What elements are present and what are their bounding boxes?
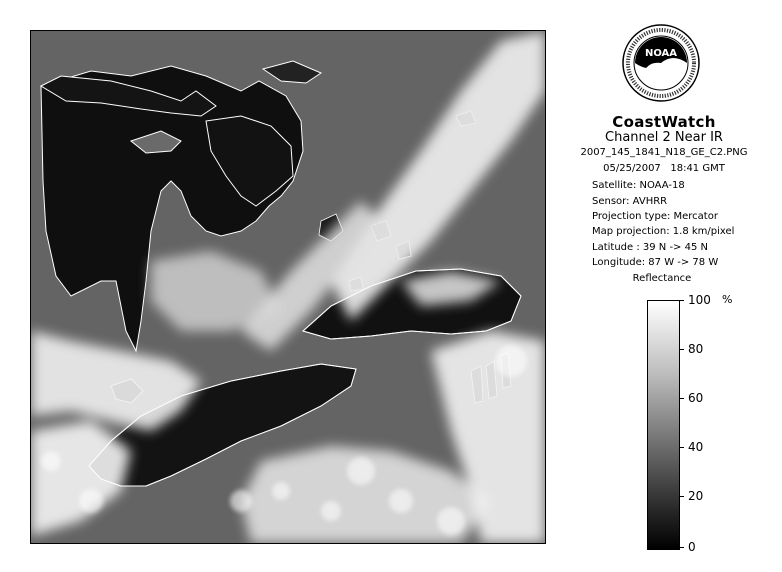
colorbar-tick [679, 349, 684, 350]
colorbar-tick-label: 0 [688, 540, 696, 554]
longitude-label: Longitude: 87 W -> 78 W [592, 257, 719, 268]
colorbar-tick-label: 40 [688, 440, 704, 454]
colorbar-tick-label: 20 [688, 489, 704, 503]
colorbar-tick [679, 547, 684, 548]
channel-label: Channel 2 Near IR [605, 130, 723, 145]
reflectance-colorbar [647, 300, 680, 550]
satellite-image [30, 30, 546, 544]
product-title: CoastWatch [612, 113, 716, 131]
map-svg [31, 31, 545, 543]
colorbar-title: Reflectance [632, 273, 692, 284]
map-projection-label: Map projection: 1.8 km/pixel [592, 226, 735, 237]
projection-type-label: Projection type: Mercator [592, 211, 718, 222]
colorbar-unit: % [722, 293, 733, 306]
noaa-logo [621, 23, 701, 103]
datetime [566, 163, 762, 174]
colorbar-tick [679, 300, 684, 301]
colorbar-tick-label: 60 [688, 391, 704, 405]
colorbar-tick-label: 80 [688, 342, 704, 356]
sensor-label: Sensor: AVHRR [592, 196, 668, 207]
colorbar-tick-label: 100 [688, 293, 711, 307]
colorbar-tick [679, 398, 684, 399]
time: 18:41 GMT [670, 163, 725, 174]
colorbar-tick [679, 496, 684, 497]
colorbar-tick [679, 447, 684, 448]
date: 05/25/2007 [603, 163, 661, 174]
filename: 2007_145_1841_N18_GE_C2.PNG [580, 147, 748, 158]
latitude-label: Latitude : 39 N -> 45 N [592, 242, 708, 253]
logo-text: NOAA [644, 48, 678, 59]
noaa-seal-icon [621, 23, 701, 103]
satellite-label: Satellite: NOAA-18 [592, 180, 685, 191]
